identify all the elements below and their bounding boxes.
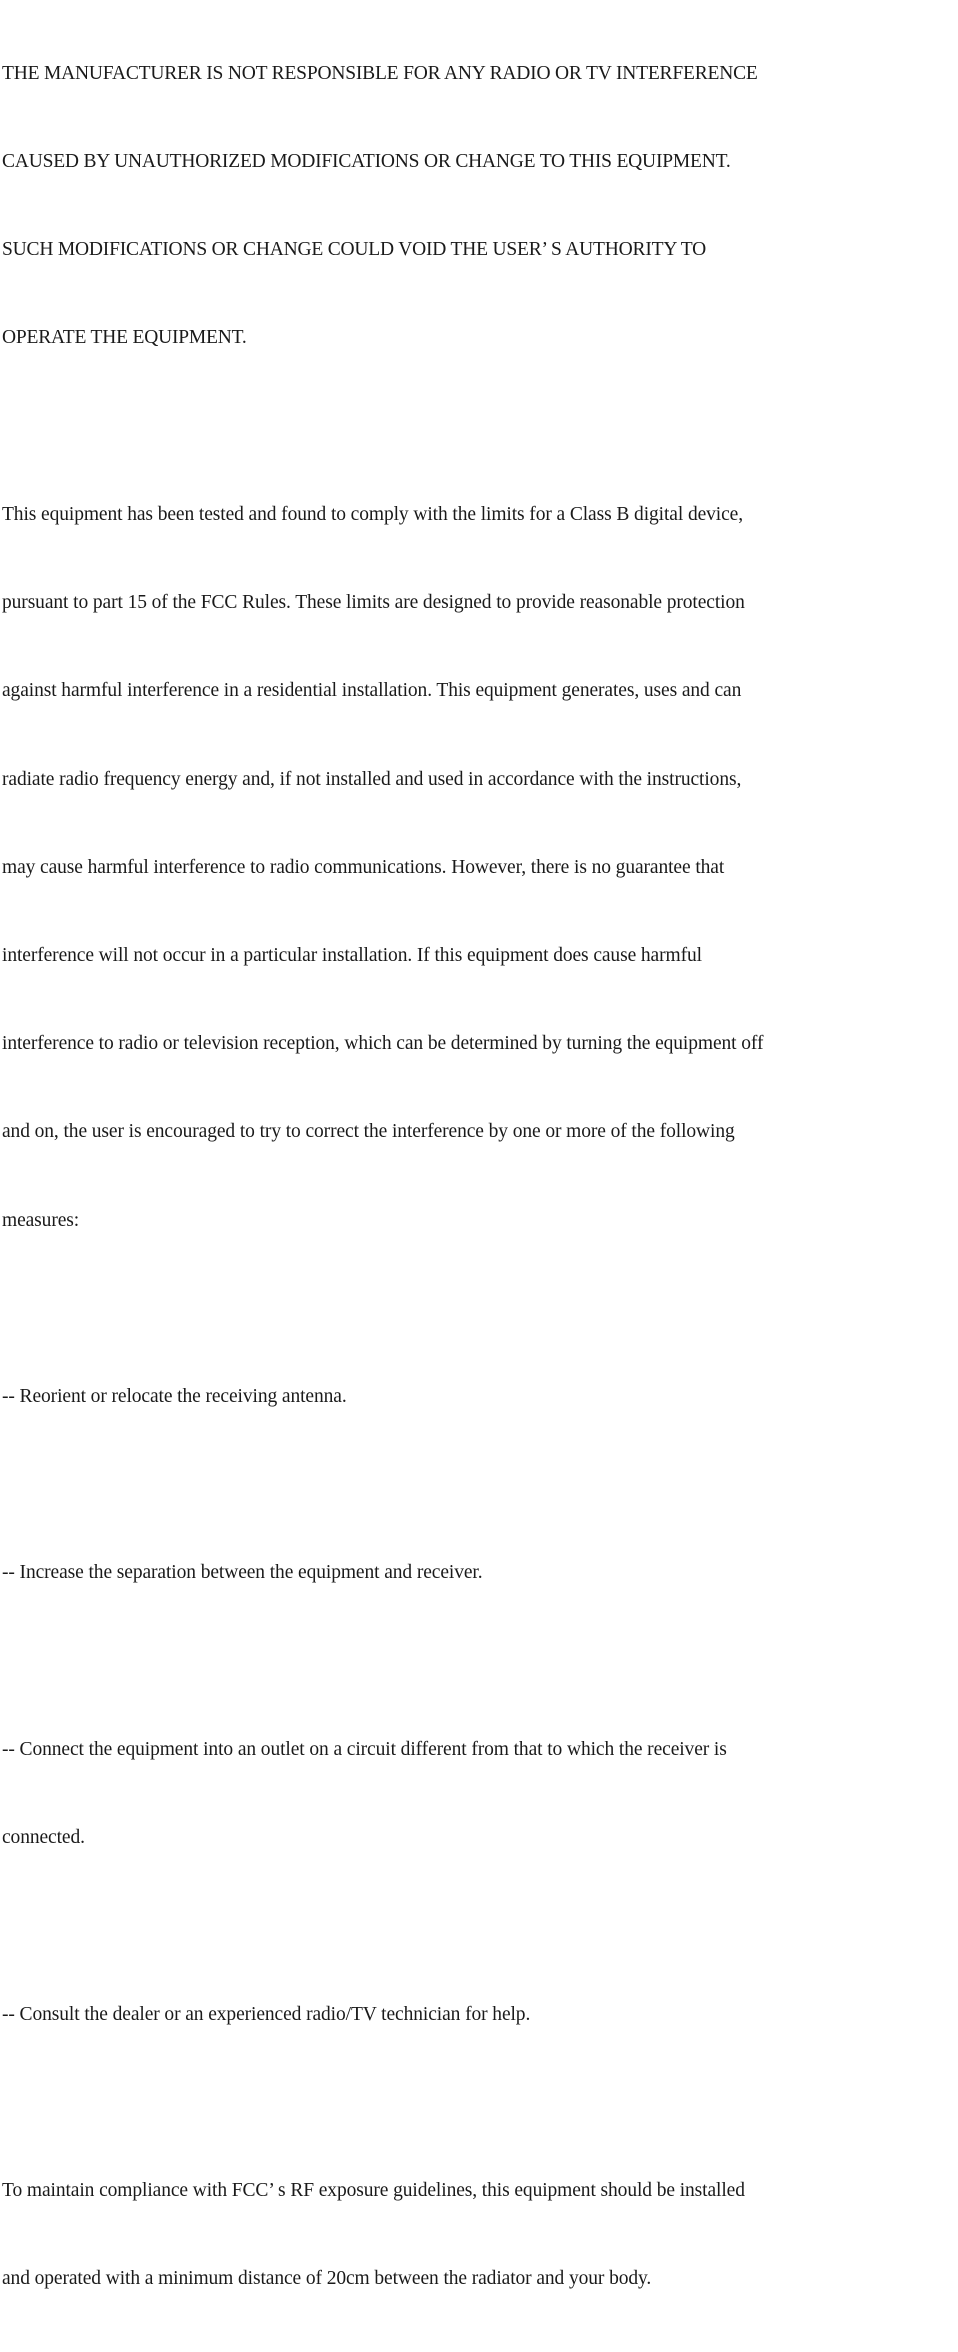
paragraph-gap [2,1470,958,1499]
fcc-compliance-statement [2,441,958,1294]
statement-line: and on, the user is encouraged to try to correct the interference by one or more of the following [2,1121,735,1143]
statement-line: This equipment has been tested and found to comply with the limits for a Class B digital device, [2,503,744,525]
paragraph-gap [2,1647,958,1676]
paragraph-gap [2,412,958,441]
warning-line: OPERATE THE EQUIPMENT. [2,327,247,349]
measure-line: -- Connect the equipment into an outlet on a circuit different from that to which the receiver is [2,1738,727,1760]
statement-line: radiate radio frequency energy and, if not installed and used in accordance with the instructions, [2,768,742,790]
measure-line: -- Increase the separation between the equipment and receiver. [2,1562,483,1584]
rf-exposure-statement [2,2117,958,2352]
paragraph-gap [2,2088,958,2117]
warning-line: THE MANUFACTURER IS NOT RESPONSIBLE FOR ANY RADIO OR TV INTERFERENCE [2,62,758,84]
rf-line: and operated with a minimum distance of 20cm between the radiator and your body. [2,2268,652,2290]
paragraph-gap [2,1911,958,1940]
measure-increase-separation [2,1500,958,1647]
measure-consult-dealer [2,1941,958,2088]
paragraph-gap [2,1294,958,1323]
measure-different-outlet [2,1676,958,1911]
statement-line: pursuant to part 15 of the FCC Rules. These limits are designed to provide reasonable protection [2,592,745,614]
warning-line: CAUSED BY UNAUTHORIZED MODIFICATIONS OR CHANGE TO THIS EQUIPMENT. [2,151,731,173]
measure-line: -- Consult the dealer or an experienced radio/TV technician for help. [2,2003,531,2025]
statement-line: measures: [2,1209,80,1231]
statement-line: interference to radio or television reception, which can be determined by turning the equipment off [2,1033,764,1055]
rf-line: To maintain compliance with FCC’ s RF exposure guidelines, this equipment should be installed [2,2179,745,2201]
measure-line: connected. [2,1827,85,1849]
statement-line: interference will not occur in a particular installation. If this equipment does cause harmful [2,944,702,966]
measure-reorient-antenna [2,1323,958,1470]
warning-line: SUCH MODIFICATIONS OR CHANGE COULD VOID THE USER’ S AUTHORITY TO [2,239,707,261]
manufacturer-warning [2,0,958,412]
statement-line: may cause harmful interference to radio communications. However, there is no guarantee that [2,856,725,878]
statement-line: against harmful interference in a residential installation. This equipment generates, uses and can [2,680,742,702]
measure-line: -- Reorient or relocate the receiving antenna. [2,1386,347,1408]
